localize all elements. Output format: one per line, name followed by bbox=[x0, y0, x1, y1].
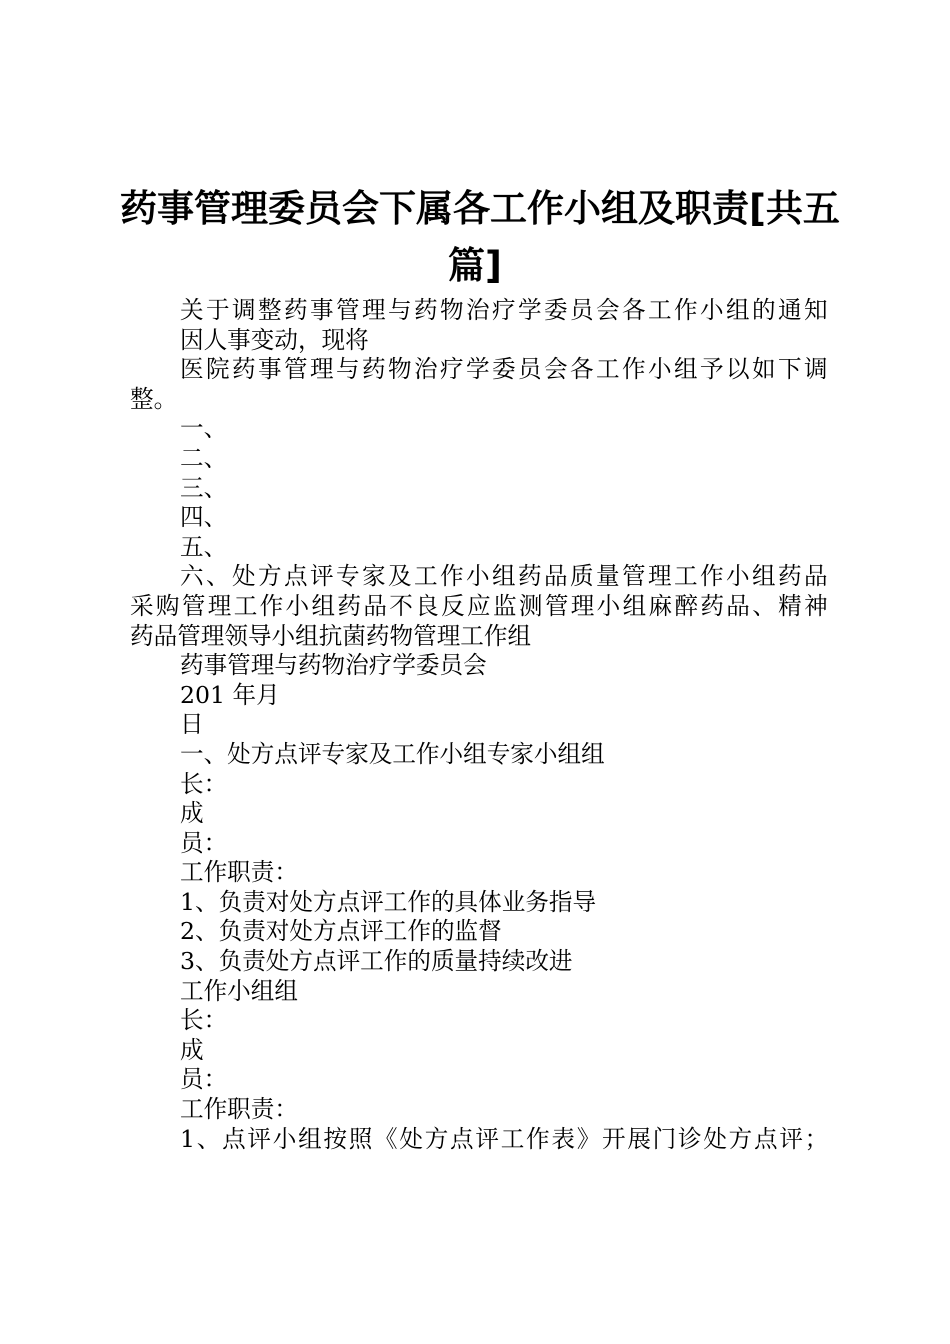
text-line: 日 bbox=[180, 710, 204, 739]
text-line: 四、 bbox=[180, 503, 228, 532]
text-line: 工作职责： bbox=[180, 1095, 298, 1124]
text-line: 六、处方点评专家及工作小组药品质量管理工作小组药品 bbox=[180, 562, 830, 591]
text-line: 2、负责对处方点评工作的监督 bbox=[180, 917, 502, 946]
text-line: 员： bbox=[180, 828, 228, 857]
text-line: 工作小组组 bbox=[180, 976, 298, 1005]
text-line: 药事管理与药物治疗学委员会 bbox=[180, 651, 487, 680]
text-line: 1、点评小组按照《处方点评工作表》开展门诊处方点评； bbox=[180, 1124, 830, 1153]
text-line: 3、负责处方点评工作的质量持续改进 bbox=[180, 947, 573, 976]
text-line: 一、 bbox=[180, 414, 228, 443]
text-line: 长： bbox=[180, 769, 228, 798]
text-line: 一、处方点评专家及工作小组专家小组组 bbox=[180, 739, 605, 768]
text-line: 五、 bbox=[180, 532, 228, 561]
document-title-line-1: 药事管理委员会下属各工作小组及职责[共五 bbox=[120, 187, 840, 230]
text-line: 整。 bbox=[130, 384, 178, 413]
text-line: 员： bbox=[180, 1065, 228, 1094]
text-line: 1、负责对处方点评工作的具体业务指导 bbox=[180, 887, 597, 916]
text-line: 三、 bbox=[180, 473, 228, 502]
text-line: 关于调整药事管理与药物治疗学委员会各工作小组的通知 bbox=[180, 296, 830, 324]
document-title bbox=[120, 180, 840, 294]
text-line: 药品管理领导小组抗菌药物管理工作组 bbox=[130, 621, 532, 650]
text-line: 成 bbox=[180, 799, 204, 828]
text-line: 因人事变动，现将 bbox=[180, 325, 369, 354]
text-line: 成 bbox=[180, 1035, 204, 1064]
document-body bbox=[130, 296, 830, 1154]
text-line: 医院药事管理与药物治疗学委员会各工作小组予以如下调 bbox=[180, 355, 830, 384]
text-line: 二、 bbox=[180, 443, 228, 472]
document-title-line-2: 篇] bbox=[448, 244, 502, 287]
text-line: 采购管理工作小组药品不良反应监测管理小组麻醉药品、精神 bbox=[130, 591, 830, 620]
text-line: 201 年月 bbox=[180, 680, 280, 709]
text-line: 长： bbox=[180, 1006, 228, 1035]
text-line: 工作职责： bbox=[180, 858, 298, 887]
